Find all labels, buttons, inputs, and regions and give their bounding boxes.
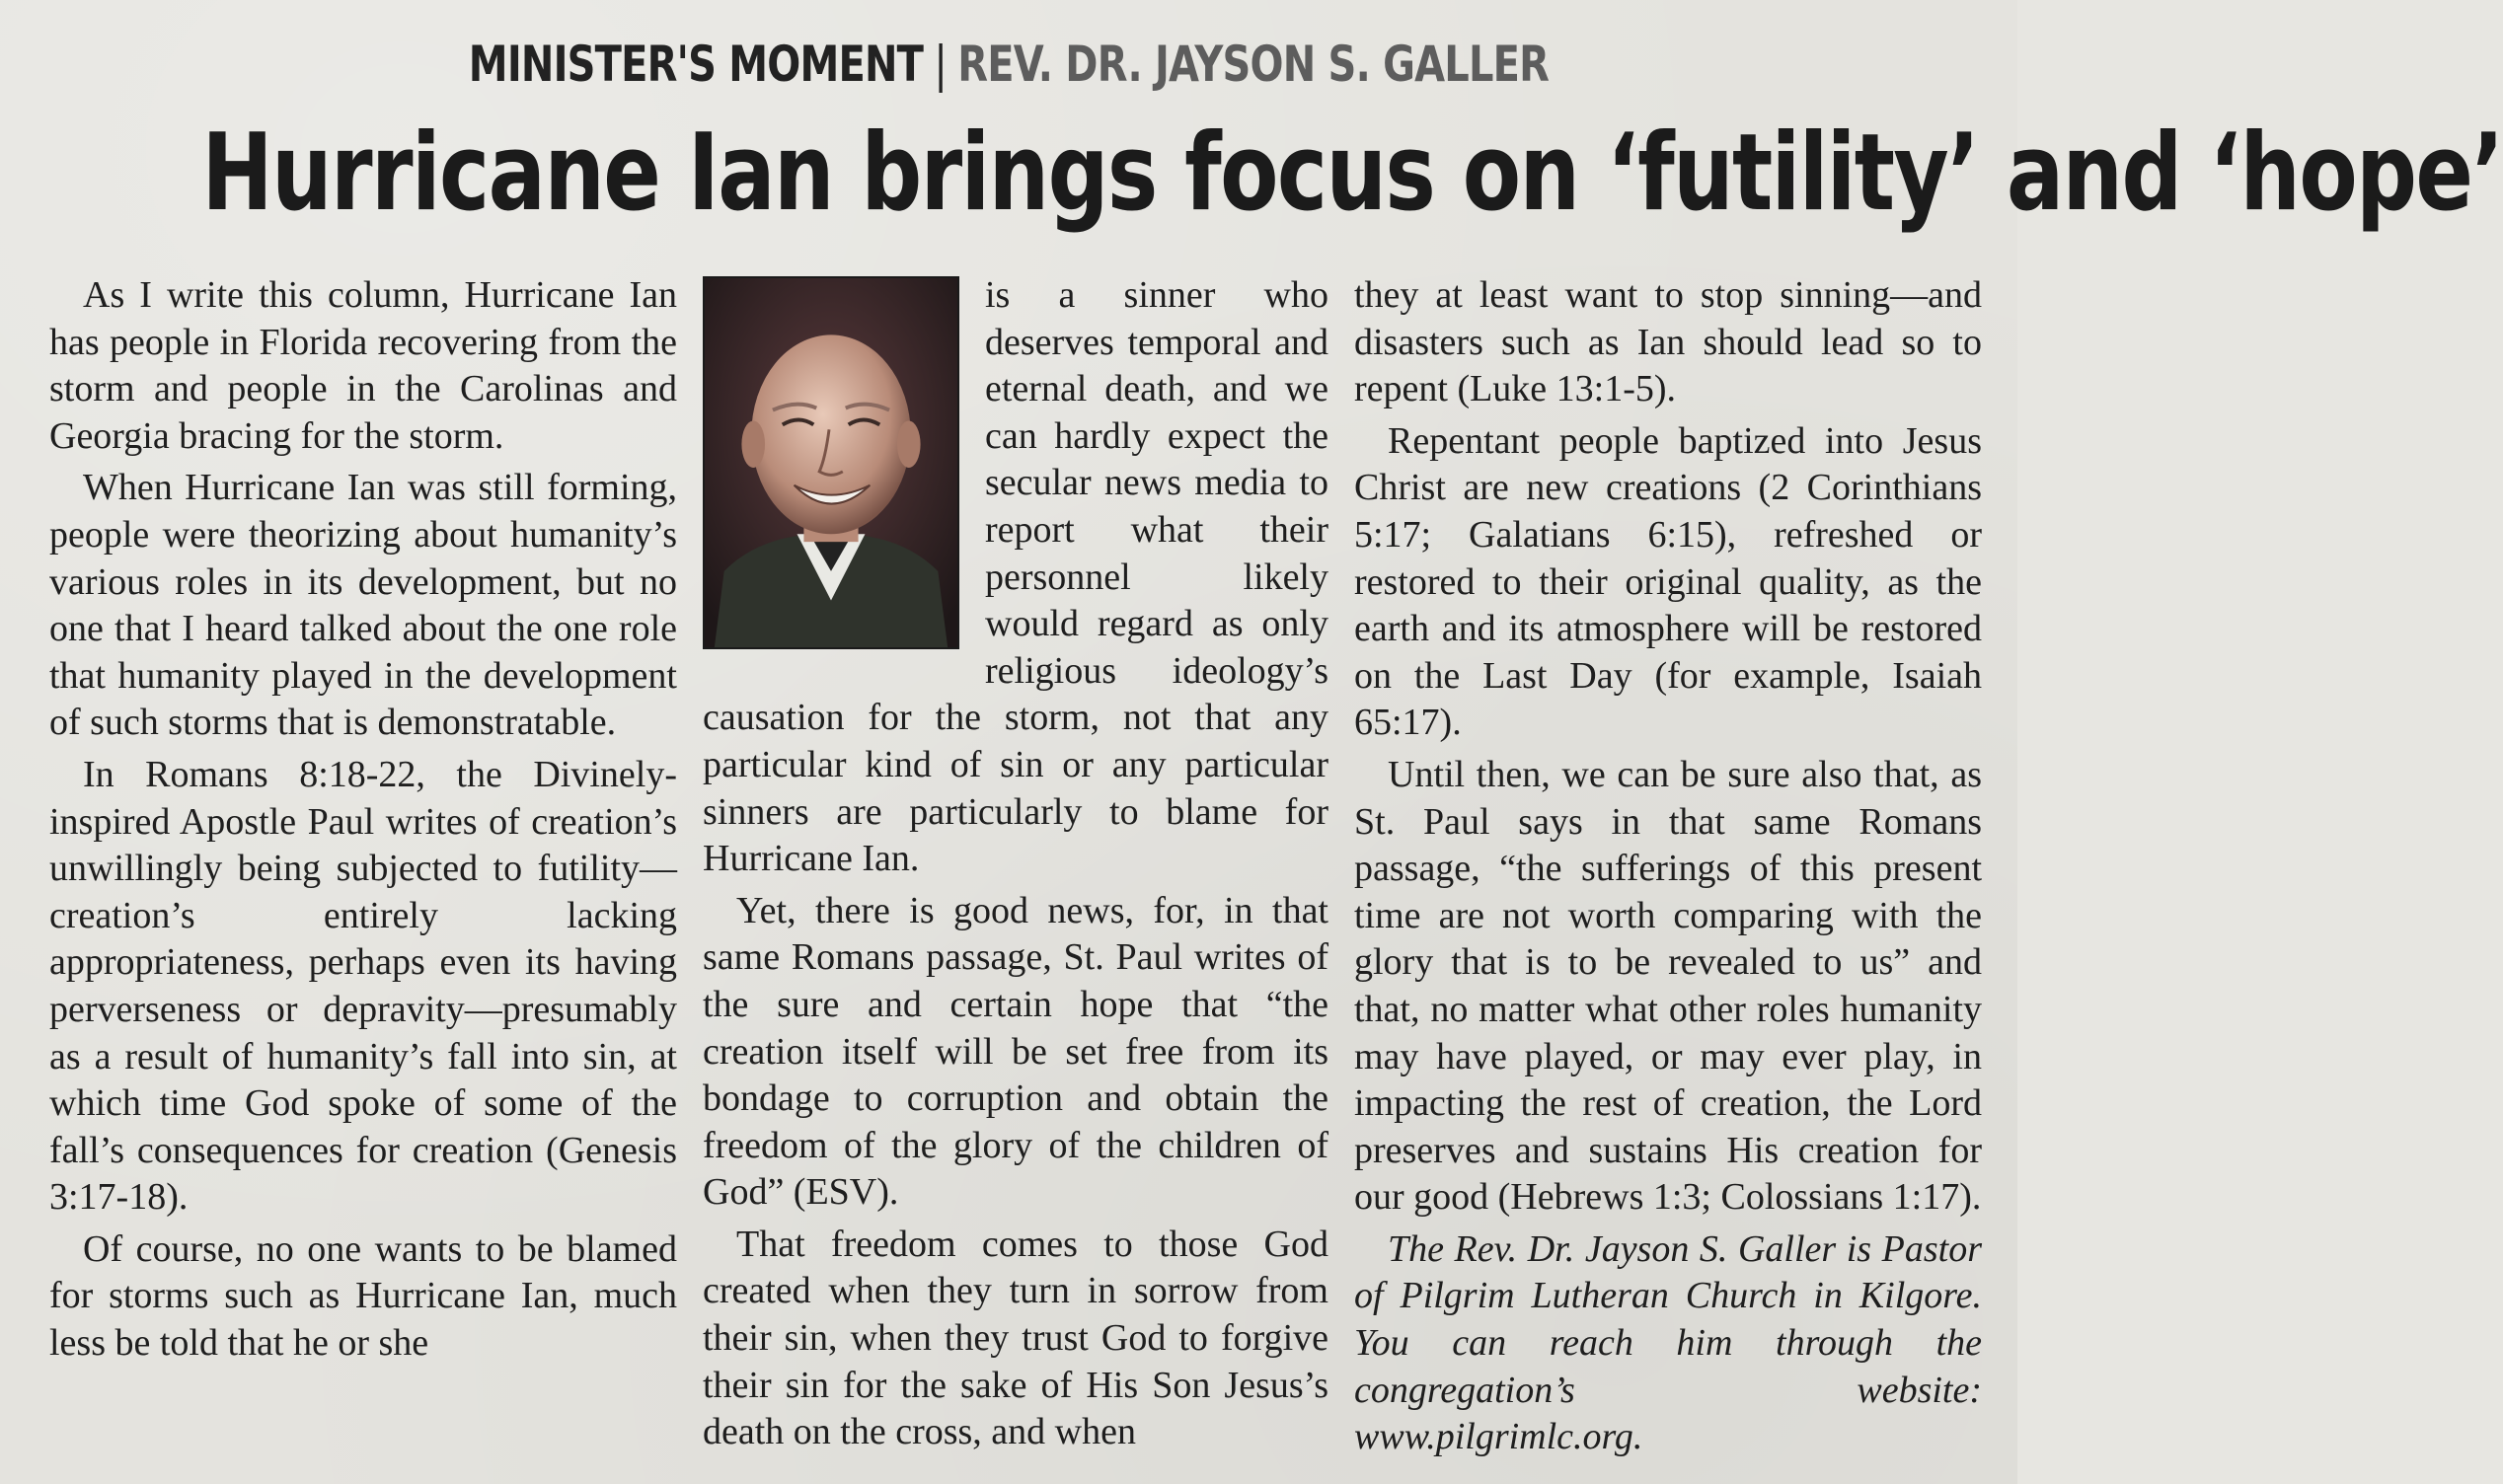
paragraph: That freedom comes to those God created when they turn in sorrow from their sin, when they trust God to forgive their sin for the sake of His Son Jesus’s death on the cross, and when: [703, 1223, 1328, 1453]
paragraph: As I write this column, Hurricane Ian has people in Florida recovering from the storm and people in the Carolinas and Georgia bracing for the storm.: [49, 274, 677, 457]
author-byline: REV. DR. JAYSON S. GALLER: [957, 36, 1550, 93]
article-column-2: [703, 272, 1328, 1461]
portrait-photo-icon: [705, 278, 957, 647]
headline: Hurricane Ian brings focus on ‘futility’ and ‘hope’: [201, 111, 2503, 235]
section-name: MINISTER'S MOMENT: [468, 36, 924, 93]
paragraph: In Romans 8:18-22, the Divinely-inspired Apostle Paul writes of creation’s unwillingly being subjected to futility—creation’s entirely lacking appropriateness, perhaps even its having perverseness or depravity—presumably as a result of humanity’s fall into sin, at which time God spoke of some of the fall’s consequences for creation (Genesis 3:17-18).: [49, 753, 677, 1219]
paragraph: Repentant people baptized into Jesus Christ are new creations (2 Corinthians 5:17; Galatians 6:15), refreshed or restored to their original quality, as the earth and its atmosphere will be restored on the Last Day (for example, Isaiah 65:17).: [1354, 419, 1982, 744]
paragraph: Yet, there is good news, for, in that same Romans passage, St. Paul writes of the sure and certain hope that “the creation itself will be set free from its bondage to corruption and obtain the freedom of the glory of the children of God” (ESV).: [703, 889, 1328, 1214]
paragraph: they at least want to stop sinning—and disasters such as Ian should lead so to repent (Luke 13:1-5).: [1354, 274, 1982, 410]
article-column-3: [1354, 272, 1982, 1466]
kicker-separator: |: [934, 36, 948, 93]
author-photo: [703, 276, 959, 649]
paragraph: Of course, no one wants to be blamed for storms such as Hurricane Ian, much less be told that he or she: [49, 1227, 677, 1365]
author-tagline: The Rev. Dr. Jayson S. Galler is Pastor of Pilgrim Lutheran Church in Kilgore. You can reach him through the congregation’s website: www.pilgrimlc.org.: [1354, 1227, 1982, 1458]
paragraph: When Hurricane Ian was still forming, people were theorizing about humanity’s various roles in its development, but no one that I heard talked about the one role that humanity played in the development of such storms that is demonstratable.: [49, 467, 677, 744]
column-kicker: [201, 36, 1815, 93]
paragraph: Until then, we can be sure also that, as St. Paul says in that same Romans passage, “the sufferings of this present time are not worth comparing with the glory that is to be revealed to us” and that, no matter what other roles humanity may have played, or may ever play, in impacting the rest of creation, the Lord preserves and sustains His creation for our good (Hebrews 1:3; Colossians 1:17).: [1354, 753, 1982, 1219]
paragraph: is a sinner who deserves temporal and eternal death, and we can hardly expect the secular news media to report what their personnel likely would regard as only religious ideology’s causation for the storm, not that any particular kind of sin or any particular sinners are particularly to blame for Hurricane Ian.: [703, 274, 1328, 880]
article-column-1: [49, 272, 677, 1373]
